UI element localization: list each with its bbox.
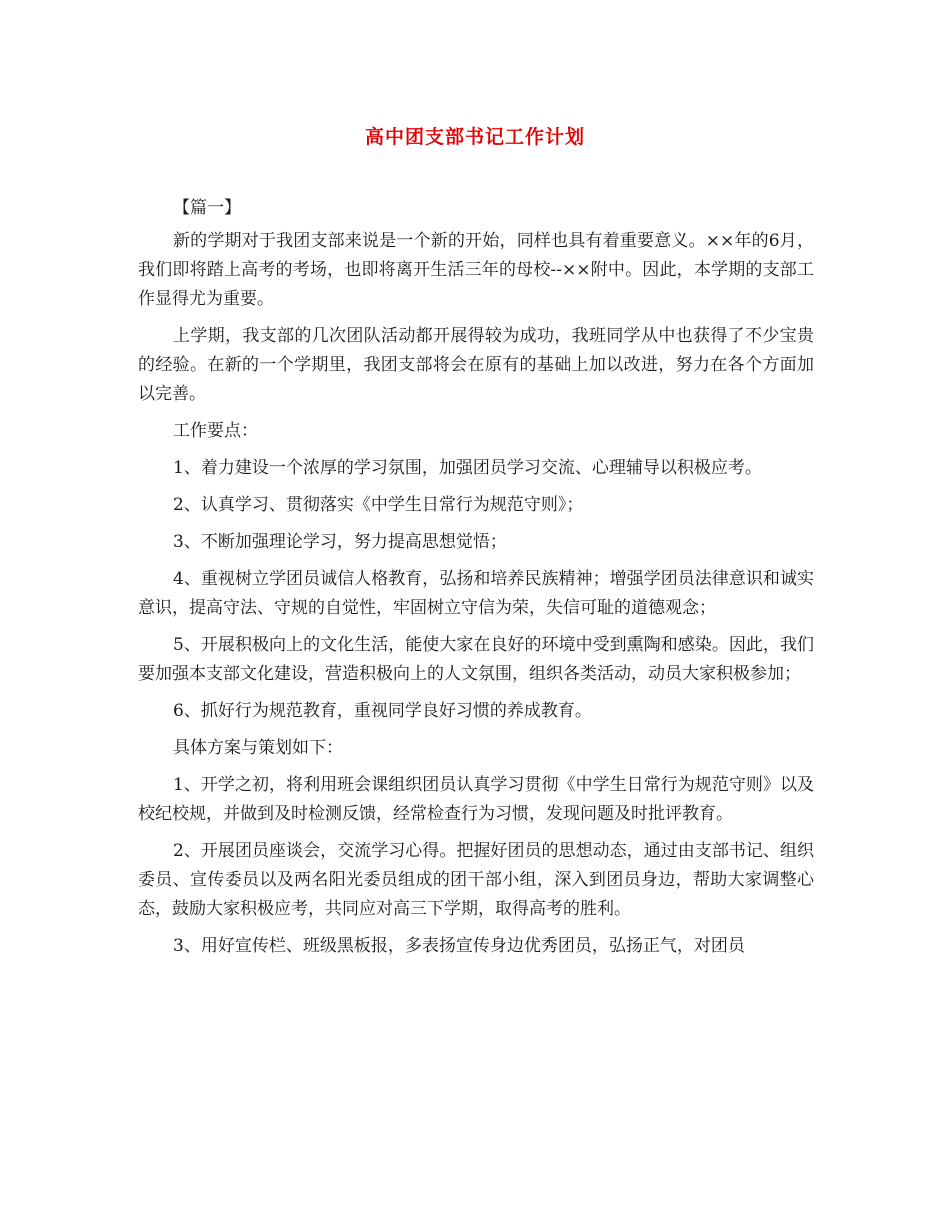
paragraph: 工作要点： <box>173 421 258 441</box>
paragraph: 新的学期对于我团支部来说是一个新的开始，同样也具有着重要意义。××年的6月，我们即将踏上高考的考场，也即将离开生活三年的母校--××附中。因此，本学期的支部工作显得尤为重要。 <box>138 231 814 309</box>
document-title: 高中团支部书记工作计划 <box>364 126 585 148</box>
paragraph: 5、开展积极向上的文化生活，能使大家在良好的环境中受到熏陶和感染。因此，我们要加强本支部文化建设，营造积极向上的人文氛围，组织各类活动，动员大家积极参加； <box>138 635 814 684</box>
paragraph: 2、认真学习、贯彻落实《中学生日常行为规范守则》； <box>173 495 584 515</box>
section-heading: 【篇一】 <box>173 198 241 218</box>
document-body <box>138 194 814 969</box>
paragraph: 1、着力建设一个浓厚的学习氛围，加强团员学习交流、心理辅导以积极应考。 <box>173 458 762 478</box>
paragraph: 3、不断加强理论学习，努力提高思想觉悟； <box>173 532 507 552</box>
paragraph: 1、开学之初，将利用班会课组织团员认真学习贯彻《中学生日常行为规范守则》以及校纪校规，并做到及时检测反馈，经常检查行为习惯，发现问题及时批评教育。 <box>138 775 814 824</box>
paragraph: 具体方案与策划如下： <box>173 738 343 758</box>
paragraph: 上学期，我支部的几次团队活动都开展得较为成功，我班同学从中也获得了不少宝贵的经验。在新的一个学期里，我团支部将会在原有的基础上加以改进，努力在各个方面加以完善。 <box>138 326 814 404</box>
paragraph: 3、用好宣传栏、班级黑板报，多表扬宣传身边优秀团员，弘扬正气，对团员 <box>173 936 745 956</box>
paragraph: 4、重视树立学团员诚信人格教育，弘扬和培养民族精神；增强学团员法律意识和诚实意识，提高守法、守规的自觉性，牢固树立守信为荣，失信可耻的道德观念； <box>138 569 814 618</box>
paragraph: 6、抓好行为规范教育，重视同学良好习惯的养成教育。 <box>173 701 592 721</box>
paragraph: 2、开展团员座谈会，交流学习心得。把握好团员的思想动态，通过由支部书记、组织委员、宣传委员以及两名阳光委员组成的团干部小组，深入到团员身边，帮助大家调整心态，鼓励大家积极应考，共同应对高三下学期，取得高考的胜利。 <box>138 841 814 919</box>
